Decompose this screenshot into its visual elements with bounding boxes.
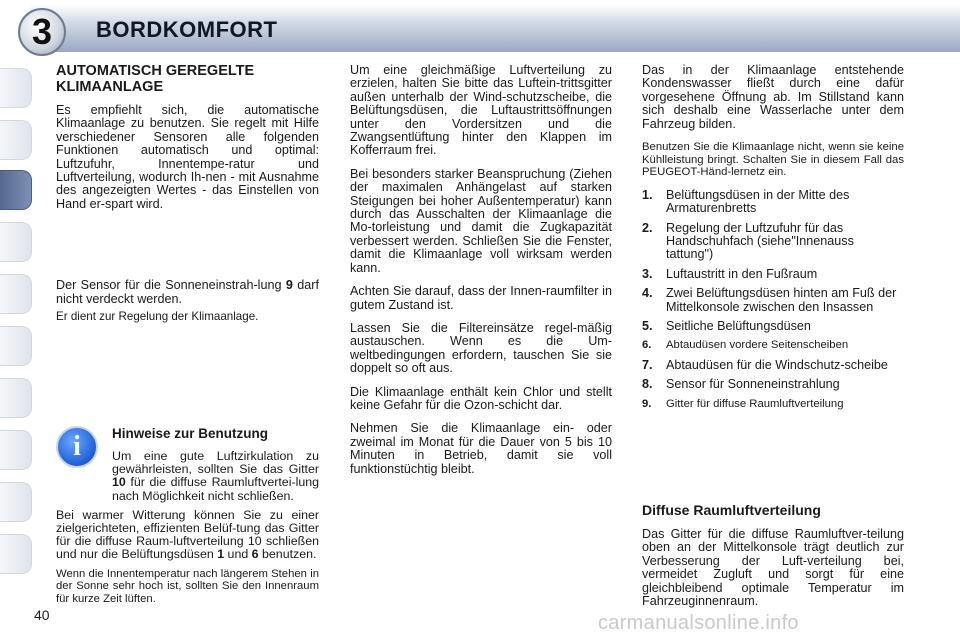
legend-number: 1. (642, 187, 653, 202)
legend-item (642, 339, 904, 352)
sensor-purpose: Er dient zur Regelung der Klimaanlage. (56, 310, 259, 324)
column-right (642, 64, 904, 419)
legend-number: 4. (642, 286, 653, 301)
chapter-tab-4[interactable] (0, 222, 32, 262)
legend-text: Belüftungsdüsen in der Mitte des Armaturenbretts (666, 187, 850, 216)
filter-replace-paragraph: Lassen Sie die Filtereinsätze regel-mäßig austauschen. Wenn es die Um-weltbedingungen erfordern, tauschen Sie sie doppelt so oft aus. (350, 320, 612, 376)
info-p2-end: benutzen. (258, 547, 317, 562)
info-paragraph-3: Wenn die Innentemperatur nach längerem Stehen in der Sonne sehr hoch ist, sollten Sie den Innenraum für kurze Zeit lüften. (56, 567, 319, 605)
chapter-tab-6[interactable] (0, 326, 32, 366)
legend-number: 2. (642, 220, 653, 235)
airflow-paragraph: Um eine gleichmäßige Luftverteilung zu erzielen, halten Sie bitte das Luftein-trittsgitter außen unterhalb der Wind-schutzscheibe, die Belüftungsdüsen, die Luftaustrittsöffnungen unter den Vordersitzen und die Zwangsentlüftung hinter den Klappen im Kofferraum frei. (350, 63, 612, 158)
legend-text: Sensor für Sonneneinstrahlung (666, 377, 840, 392)
legend-item (642, 378, 904, 391)
legend-text: Abtaudüsen für die Windschutz-scheibe (666, 357, 888, 372)
legend-number: 8. (642, 377, 653, 392)
sensor-paragraph (56, 279, 319, 306)
chapter-tab-10[interactable] (0, 534, 32, 574)
chapter-tab-9[interactable] (0, 482, 32, 522)
chapter-tabs (0, 64, 36, 624)
legend-text: Abtaudüsen vordere Seitenscheiben (666, 339, 849, 352)
legend-number: 6. (642, 339, 652, 352)
legend-item (642, 287, 904, 314)
legend-number: 5. (642, 319, 653, 334)
legend-number: 9. (642, 397, 652, 410)
info-p1-number: 10 (112, 475, 126, 490)
no-cooling-paragraph: Benutzen Sie die Klimaanlage nicht, wenn sie keine Kühlleistung bringt. Schalten Sie in diesem Fall das PEUGEOT-Händ-lernetz ein. (642, 141, 904, 179)
diffuse-title: Diffuse Raumluftverteilung (642, 502, 821, 518)
monthly-use-paragraph: Nehmen Sie die Klimaanlage ein- oder zweimal im Monat für die Dauer von 5 bis 10 Minuten in Betrieb, damit sie voll funktionstüchtig bleibt. (350, 421, 612, 476)
section-title: AUTOMATISCH GEREGELTE KLIMAANLAGE (56, 63, 255, 95)
legend-item (642, 268, 904, 281)
sensor-text-start: Der Sensor für die Sonneneinstrah-lung (56, 278, 286, 293)
legend-item (642, 222, 904, 262)
chlorine-paragraph: Die Klimaanlage enthält kein Chlor und stellt keine Gefahr für die Ozon-schicht dar. (350, 384, 612, 412)
watermark: carmanualsonline.info (598, 612, 799, 634)
legend-list (642, 189, 904, 411)
legend-number: 7. (642, 357, 653, 372)
info-paragraph-2 (56, 509, 319, 562)
legend-item (642, 359, 904, 372)
legend-item (642, 398, 904, 411)
legend-text: Zwei Belüftungsdüsen hinten am Fuß der Mittelkonsole zwischen den Insassen (666, 286, 897, 314)
chapter-tab-1[interactable] (0, 68, 32, 108)
legend-text: Gitter für diffuse Raumluftverteilung (666, 397, 844, 410)
spacer (56, 221, 319, 279)
info-p1-start: Um eine gute Luftzirkulation zu gewährleisten, sollten Sie das Gitter (112, 449, 319, 477)
diffuse-section (642, 502, 904, 618)
chapter-tab-7[interactable] (0, 378, 32, 418)
page-number: 40 (34, 607, 50, 623)
filter-paragraph: Achten Sie darauf, dass der Innen-raumfilter in gutem Zustand ist. (350, 284, 612, 312)
info-p2-start: Bei warmer Witterung können Sie zu einer zielgerichteten, effizienten Belüf-tung das Gitter für die diffuse Raum-luftverteilung 10 schließen und nur die Belüftungsdüsen (56, 507, 319, 562)
sensor-text-end: darf nicht verdeckt werden. (56, 278, 319, 306)
info-p2-mid: und (224, 547, 252, 562)
legend-item (642, 320, 904, 333)
info-p2-number-2: 6 (251, 547, 259, 562)
legend-text: Seitliche Belüftungsdüsen (666, 319, 811, 334)
chapter-tab-5[interactable] (0, 274, 32, 314)
chapter-tab-3-active[interactable] (0, 170, 32, 210)
intro-paragraph: Es empfiehlt sich, die automatische Klimaanlage zu benutzen. Sie regelt mit Hilfe verschiedener Sensoren alle folgenden Funktionen automatisch und optimal: Luftzufuhr, Innentempe-ratur und Luftverteilung, wodurch Ih-nen - mit Ausnahme des angezeigten Wertes - das Einstellen von Hand er-spart wird. (56, 103, 319, 211)
info-text (56, 450, 319, 611)
legend-item (642, 189, 904, 216)
chapter-title: BORDKOMFORT (96, 17, 278, 42)
legend-text: Luftaustritt in den Fußraum (666, 266, 818, 281)
legend-number: 3. (642, 266, 653, 281)
chapter-number: 3 (31, 11, 53, 52)
column-middle (350, 64, 612, 486)
diffuse-paragraph: Das Gitter für die diffuse Raumluftver-teilung oben an der Mittelkonsole trägt deutlich zur Verbesserung der Luft-verteilung bei, vermeidet Zugluft und sorgt für eine gleichbleibend optimale Temperatur im Fahrzeuginnenraum. (642, 527, 904, 609)
chapter-tab-2[interactable] (0, 120, 32, 160)
info-p2-number-1: 1 (217, 547, 225, 562)
chapter-header (0, 0, 960, 56)
sensor-number: 9 (285, 278, 293, 293)
chapter-number-badge (18, 8, 66, 56)
column-left (56, 64, 319, 333)
chapter-tab-8[interactable] (0, 430, 32, 470)
heavy-load-paragraph: Bei besonders starker Beanspruchung (Ziehen der maximalen Anhängelast auf starken Steigungen bei hoher Außentemperatur) kann durch das Ausschalten der Klimaanlage die Mo-torleistung und damit die Zugkapazität verbessert werden. Schließen Sie die Fenster, damit die Klimaanlage voll wirksam werden kann. (350, 166, 612, 275)
info-p1-end: für die diffuse Raumluftvertei-lung nach Möglichkeit nicht schließen. (112, 475, 319, 503)
info-title: Hinweise zur Benutzung (112, 426, 269, 441)
condensation-paragraph: Das in der Klimaanlage entstehende Kondenswasser fließt durch eine dafür vorgesehene Öffnung ab. Im Stillstand kann sich deshalb eine Wasserlache unter dem Fahrzeug bilden. (642, 63, 904, 131)
info-paragraph-1 (56, 450, 319, 503)
info-icon: i (56, 426, 98, 468)
legend-text: Regelung der Luftzufuhr für das Handschuhfach (siehe"Innenauss tattung") (666, 220, 854, 262)
